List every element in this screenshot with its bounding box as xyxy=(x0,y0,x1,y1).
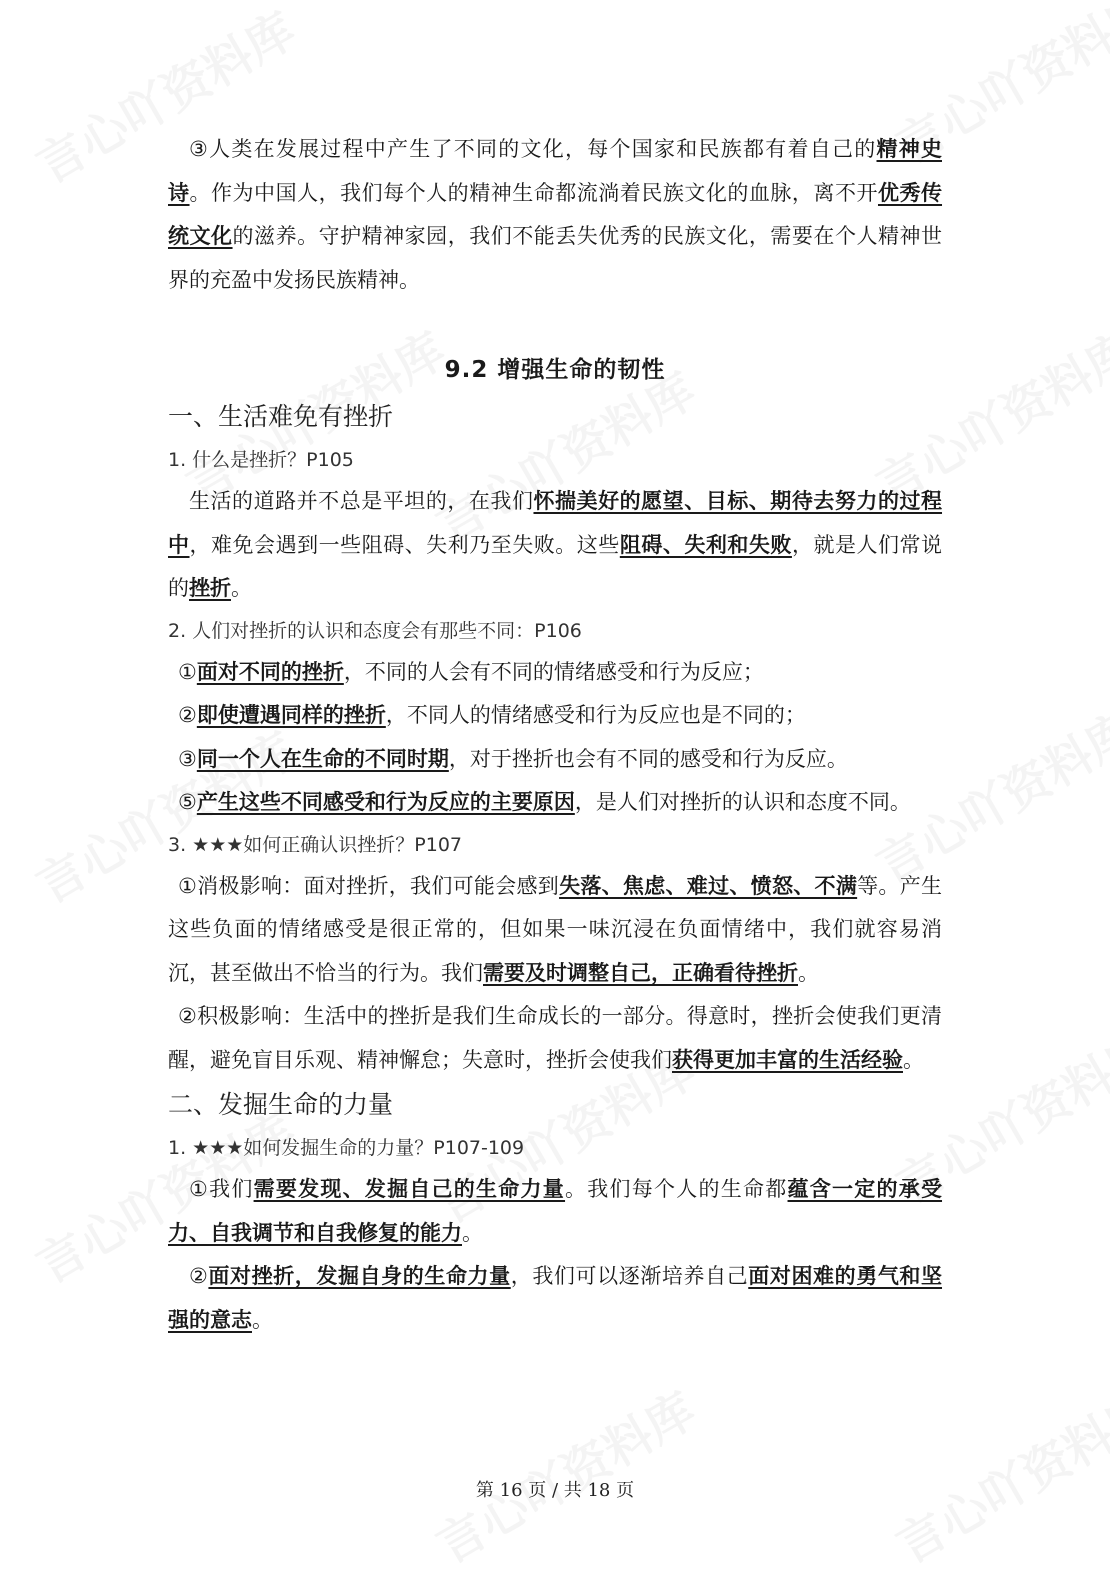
main-content xyxy=(168,128,942,1342)
text: 。 xyxy=(798,960,819,985)
text: ②积极影响：生活中的挫折是我们生命成长的一部分。得意时，挫折会使我们更清醒，避免盲目乐观、精神懈怠；失意时，挫折会使我们 xyxy=(168,1004,942,1072)
underlined-keyword: 同一个人在生命的不同时期 xyxy=(196,746,449,771)
paragraph-spirit xyxy=(168,128,942,302)
underlined-keyword: 面对困难的勇气和坚强的意志 xyxy=(168,1264,943,1332)
text: 。 xyxy=(462,1220,483,1245)
text: ，不同人的情绪感受和行为反应也是不同的； xyxy=(385,703,806,727)
text: ，难免会遇到一些阻碍、失利乃至失败。这些 xyxy=(189,532,620,557)
item-number: ⑤ xyxy=(178,790,197,814)
underlined-keyword: 失落、焦虑、难过、愤怒、不满 xyxy=(559,873,858,898)
underlined-keyword: 精神史诗 xyxy=(168,137,942,205)
question-title: 2. 人们对挫折的认识和态度会有那些不同：P106 xyxy=(168,619,582,642)
list-item xyxy=(168,651,942,695)
underlined-keyword: 阻碍、失利和失败 xyxy=(619,532,792,557)
text: 生活的道路并不总是平坦的，在我们 xyxy=(189,489,534,513)
underlined-keyword: 面对不同的挫折 xyxy=(196,659,344,684)
watermark xyxy=(882,1373,1110,1576)
text: 等。产生这些负面的情绪感受是很正常的，但如果一味沉浸在负面情绪中，我们就容易消沉，甚至做出不恰当的行为。我们 xyxy=(168,873,943,985)
text: 。作为中国人，我们每个人的精神生命都流淌着民族文化的血脉，离不开 xyxy=(189,180,878,205)
underlined-keyword: 即使遭遇同样的挫折 xyxy=(196,703,386,727)
underlined-keyword: 获得更加丰富的生活经验 xyxy=(672,1047,903,1072)
watermark xyxy=(422,1373,706,1576)
underlined-keyword: 怀揣美好的愿望、目标、期待去努力的过程中 xyxy=(168,489,943,557)
underlined-keyword: 挫折 xyxy=(189,576,231,600)
text: 。 xyxy=(252,1307,273,1332)
text: ①我们 xyxy=(189,1177,254,1201)
question-title: 1. 什么是挫折？P105 xyxy=(168,449,354,471)
answer-paragraph xyxy=(168,1168,942,1255)
item-number: ③ xyxy=(178,746,197,771)
section-title: 9.2 增强生命的韧性 xyxy=(444,357,666,383)
text: ①消极影响：面对挫折，我们可能会感到 xyxy=(178,873,560,898)
heading-part-one: 一、生活难免有挫折 xyxy=(168,402,394,431)
answer-paragraph xyxy=(168,480,942,611)
answer-paragraph xyxy=(168,995,942,1082)
underlined-keyword: 需要及时调整自己，正确看待挫折 xyxy=(483,960,798,985)
list-item xyxy=(168,738,942,782)
text: 。 xyxy=(903,1047,924,1072)
answer-paragraph xyxy=(168,865,942,996)
page-footer: 第 16 页 / 共 18 页 xyxy=(475,1480,635,1501)
underlined-keyword: 优秀传统文化 xyxy=(168,180,943,248)
text: ，我们可以逐渐培养自己 xyxy=(510,1264,749,1288)
text: ，就是人们常说的 xyxy=(168,532,943,600)
text: ，不同的人会有不同的情绪感受和行为反应； xyxy=(343,659,764,684)
text: 的滋养。守护精神家园，我们不能丢失优秀的民族文化，需要在个人精神世界的充盈中发扬民族精神。 xyxy=(168,224,943,292)
answer-paragraph xyxy=(168,1255,942,1342)
item-number: ① xyxy=(178,659,197,684)
text: 。我们每个人的生命都 xyxy=(565,1177,788,1201)
underlined-keyword: 蕴含一定的承受力、自我调节和自我修复的能力 xyxy=(168,1177,943,1245)
text: ，是人们对挫折的认识和态度不同。 xyxy=(574,790,911,814)
list-item xyxy=(168,781,942,825)
text: 。 xyxy=(231,576,252,600)
text: ，对于挫折也会有不同的感受和行为反应。 xyxy=(448,746,848,771)
underlined-keyword: 面对挫折，发掘自身的生命力量 xyxy=(208,1264,511,1288)
item-number: ② xyxy=(178,703,197,727)
underlined-keyword: 需要发现、发掘自己的生命力量 xyxy=(253,1177,566,1201)
question-title: 1. ★★★如何发掘生命的力量？P107-109 xyxy=(168,1137,525,1159)
text: ② xyxy=(189,1264,209,1288)
underlined-keyword: 产生这些不同感受和行为反应的主要原因 xyxy=(196,790,575,814)
question-title: 3. ★★★如何正确认识挫折？P107 xyxy=(168,833,462,856)
text: ③人类在发展过程中产生了不同的文化，每个国家和民族都有着自己的 xyxy=(189,137,877,161)
heading-part-two: 二、发掘生命的力量 xyxy=(168,1090,394,1119)
list-item xyxy=(168,694,942,738)
